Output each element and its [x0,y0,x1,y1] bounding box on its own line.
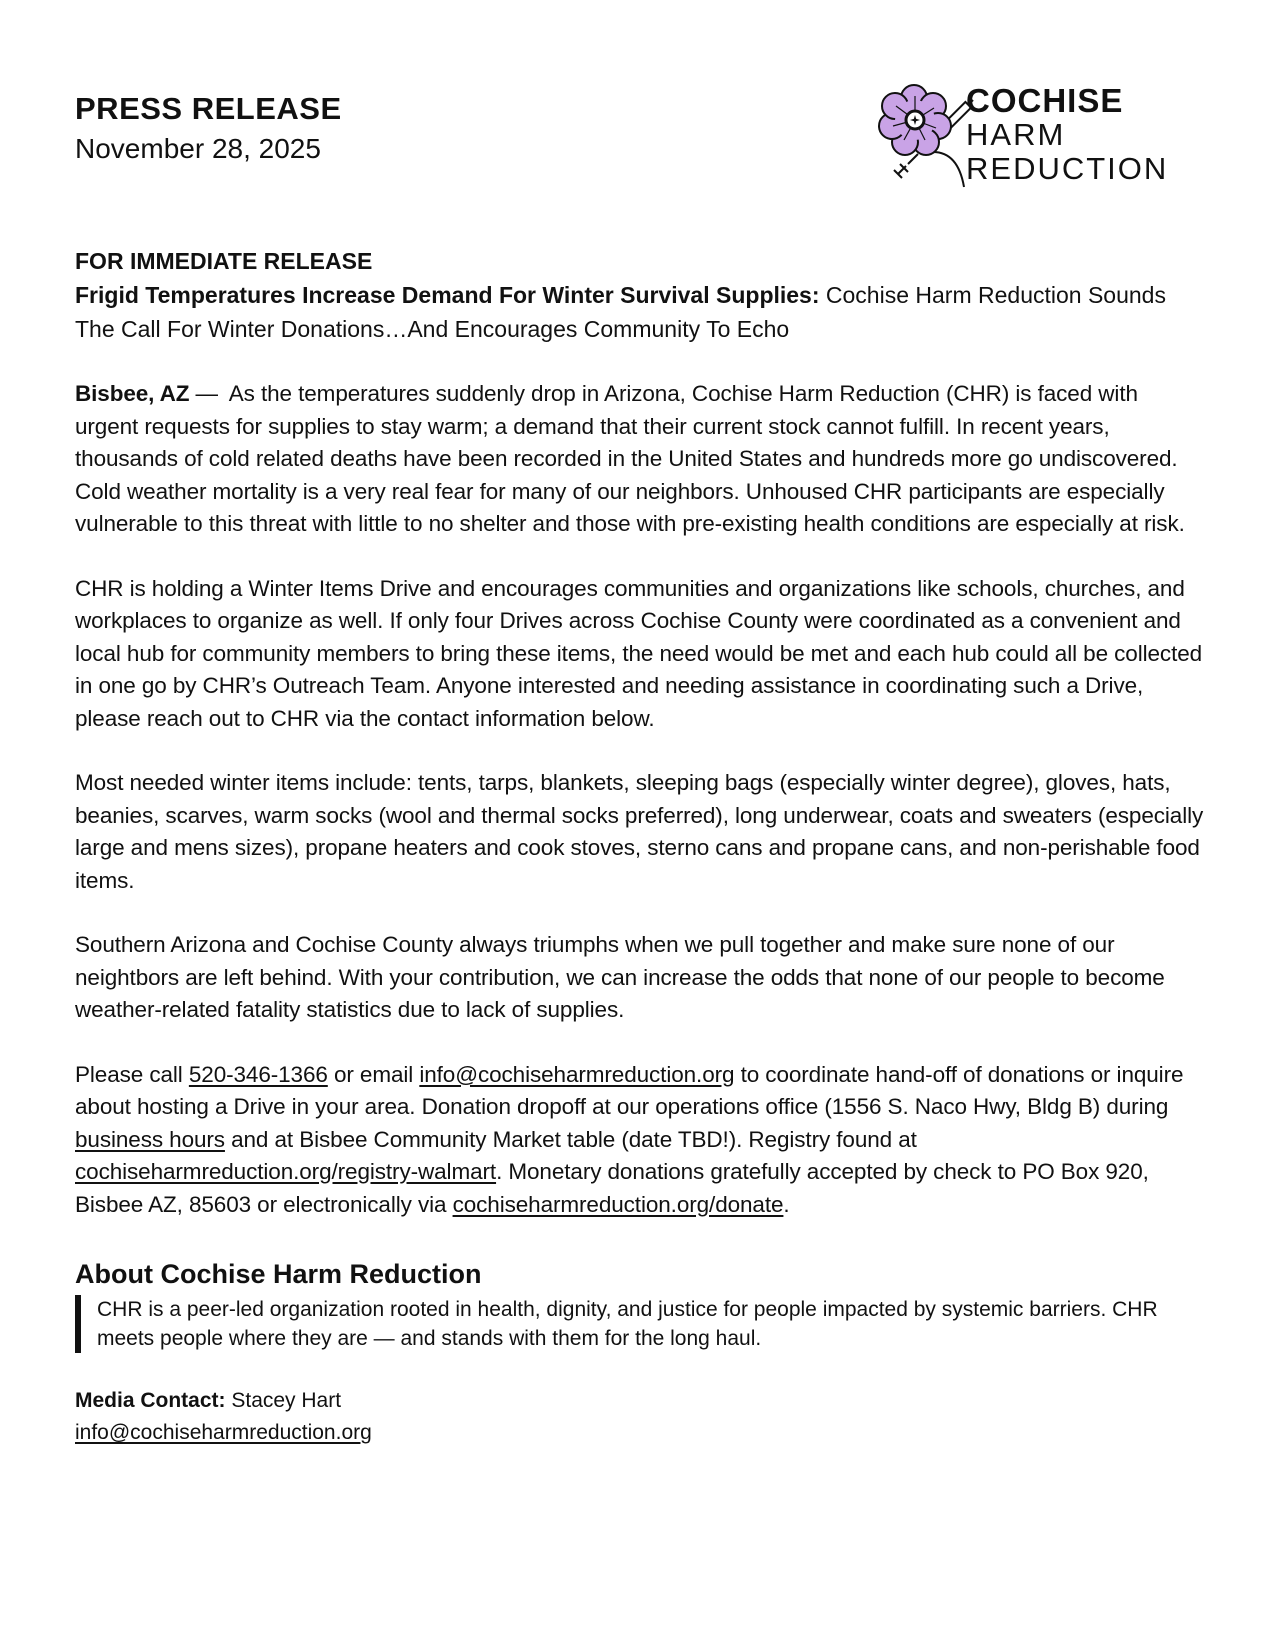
text-segment: or email [327,1061,420,1087]
text-segment: and at Bisbee Community Market table (date TBD!). Registry found at [224,1126,917,1152]
media-contact-label: Media Contact: [75,1389,226,1412]
logo-line-cochise: COCHISE [966,82,1124,119]
logo-line-reduction: REDUCTION [966,151,1169,186]
media-contact-email-link[interactable]: info@cochiseharmreduction.org [75,1421,372,1444]
donate-link[interactable]: cochiseharmreduction.org/donate [452,1191,784,1217]
text-segment: . Monetary donations gratefully accepted by check to PO Box 920, Bisbee AZ, 85603 or electronically via [75,1159,1149,1217]
cochise-harm-reduction-logo [878,82,1208,192]
page-title: PRESS RELEASE [75,91,342,126]
release-date: November 28, 2025 [75,133,321,164]
headline-bold: Frigid Temperatures Increase Demand For Winter Survival Supplies: [75,282,820,308]
registry-link[interactable]: cochiseharmreduction.org/registry-walmart [75,1159,497,1184]
media-contact-line [75,1385,1205,1417]
paragraph-intro [75,378,1205,541]
media-contact-name: Stacey Hart [225,1389,342,1412]
paragraph-community: Southern Arizona and Cochise County always triumphs when we pull together and make sure none of our neightbors are left behind. With your contribution, we can increase the odds that none of our people to become weather-related fatality statistics due to lack of supplies. [75,932,1165,1022]
dateline: Bisbee, AZ [75,381,190,406]
phone-link[interactable]: 520-346-1366 [188,1061,328,1087]
em-dash: — [195,381,218,406]
paragraph-drive: CHR is holding a Winter Items Drive and encourages communities and organizations like schools, churches, and workplaces to organize as well. If only four Drives across Cochise County were coordinated as a convenient and local hub for community members to bring these items, the need would be met and each hub could all be collected in one go by CHR’s Outreach Team. Anyone interested and needing assistance in coordinating such a Drive, please reach out to CHR via the contact information below. [75,575,1203,731]
paragraph-contact-info [75,1059,1205,1222]
text-segment: . [783,1191,790,1217]
text-segment: to coordinate hand-off of donations or inquire about hosting a Drive in your area. Donation dropoff at our operations office (1556 S. Naco Hwy, Bldg B) during [75,1061,1184,1119]
immediate-release-label: FOR IMMEDIATE RELEASE [75,248,373,274]
release-headline [75,278,1205,346]
intro-text: As the temperatures suddenly drop in Arizona, Cochise Harm Reduction (CHR) is faced with urgent requests for supplies to stay warm; a demand that their current stock cannot fulfill. In recent years, thousands of cold related deaths have been recorded in the United States and hundreds more go undiscovered. Cold weather mortality is a very real fear for many of our neighbors. Unhoused CHR participants are especially vulnerable to this threat with little to no shelter and those with pre-existing health conditions are especially at risk. [75,381,1185,536]
media-contact [75,1385,1205,1449]
paragraph-items: Most needed winter items include: tents, tarps, blankets, sleeping bags (especially winter degree), gloves, hats, beanies, scarves, warm socks (wool and thermal socks preferred), long underwear, coats and sweaters (especially large and mens sizes), propane heaters and cook stoves, sterno cans and propane cans, and non-perishable food items. [75,770,1204,893]
about-heading: About Cochise Harm Reduction [75,1259,482,1289]
release-body [75,244,1205,1449]
headline-rest: Cochise Harm Reduction Sounds The Call For Winter Donations…And Encourages Community To Echo [75,282,1166,342]
business-hours-link[interactable]: business hours [75,1126,225,1152]
logo-line-harm: HARM [966,117,1066,152]
header [75,90,342,168]
about-blockquote: CHR is a peer-led organization rooted in health, dignity, and justice for people impacted by systemic barriers. CHR meets people where they are — and stands with them for the long haul. [75,1295,1205,1353]
logo-wordmark [966,84,1168,186]
text-segment: Please call [75,1061,189,1087]
email-link[interactable]: info@cochiseharmreduction.org [419,1061,735,1087]
